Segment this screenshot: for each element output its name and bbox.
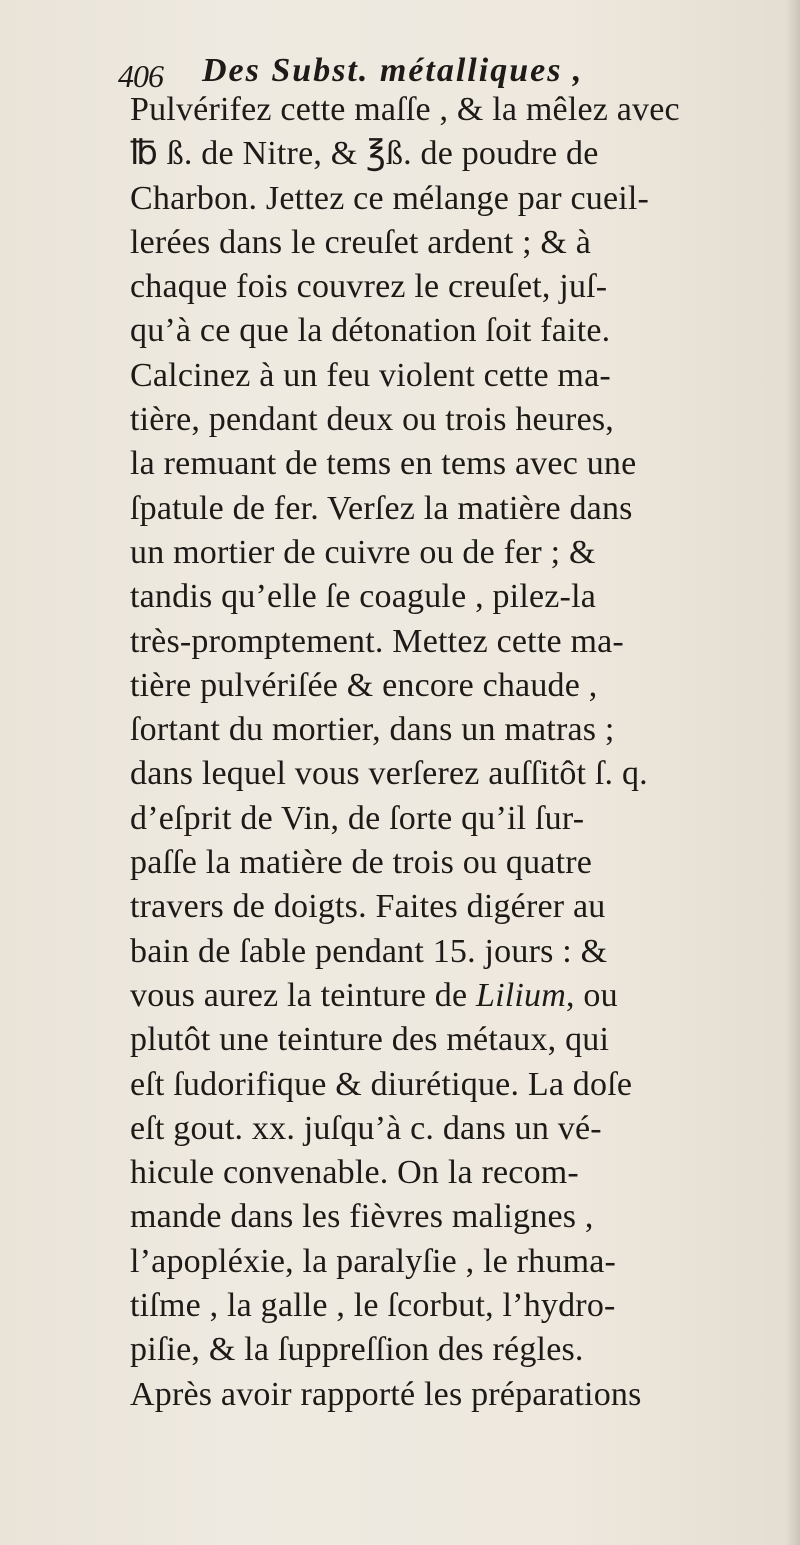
text-line-20: bain de ſable pendant 15. jours : & [130,932,608,970]
text-line-26: mande dans les fièvres malignes , [130,1198,594,1236]
text-line-14: tière pulvériſée & encore chaude , [130,666,598,704]
text-line-2: ℔ ß. de Nitre, & ℥ß. de poudre de [130,135,599,173]
text-line-13: très-promptement. Mettez cette ma- [130,622,624,660]
text-line-19: travers de doigts. Faites digérer au [130,888,606,926]
text-line-23: eſt ſudorifique & diurétique. La doſe [130,1065,633,1103]
text-line-4: lerées dans le creuſet ardent ; & à [130,223,592,261]
text-line-29: piſie, & la ſuppreſſion des régles. [130,1331,584,1369]
text-line-12: tandis qu’elle ſe coagule , pilez-la [130,578,597,616]
text-line-27: l’apopléxie, la paralyſie , le rhuma- [130,1242,617,1280]
text-line-30: Après avoir rapporté les préparations [130,1375,642,1413]
lilium-word: Lilium [476,976,567,1014]
text-line-7: Calcinez à un feu violent cette ma- [130,356,611,394]
text-line-16: dans lequel vous verſerez auſſitôt ſ. q. [130,755,648,793]
text-line-15: ſortant du mortier, dans un matras ; [130,711,615,749]
text-line-11: un mortier de cuivre ou de fer ; & [130,533,596,571]
text-line-22: plutôt une teinture des métaux, qui [130,1021,610,1059]
text-line-17: d’eſprit de Vin, de ſorte qu’il ſur- [130,799,585,837]
text-line-18: paſſe la matière de trois ou quatre [130,844,593,882]
text-line-21-end: , ou [566,976,618,1014]
text-line-5: chaque fois couvrez le creuſet, juſ- [130,268,608,306]
text-line-24: eſt gout. xx. juſqu’à c. dans un vé- [130,1109,602,1147]
text-line-8: tière, pendant deux ou trois heures, [130,401,614,439]
page-number: 406 [118,58,163,94]
text-line-6: qu’à ce que la détonation ſoit faite. [130,312,611,350]
text-line-10: ſpatule de fer. Verſez la matière dans [130,489,633,527]
text-line-1: Pulvérifez cette maſſe , & la mêlez avec [130,91,680,128]
text-line-28: tiſme , la galle , le ſcorbut, l’hydro- [130,1287,616,1325]
body-text [130,88,790,1417]
text-line-21 [130,974,790,1018]
text-line-21-start: vous aurez la teinture de [130,976,468,1014]
text-line-25: hicule convenable. On la recom- [130,1154,579,1192]
text-line-3: Charbon. Jettez ce mélange par cueil- [130,179,650,217]
running-head: Des Subst. métalliques , [202,52,584,89]
text-line-9: la remuant de tems en tems avec une [130,445,637,483]
